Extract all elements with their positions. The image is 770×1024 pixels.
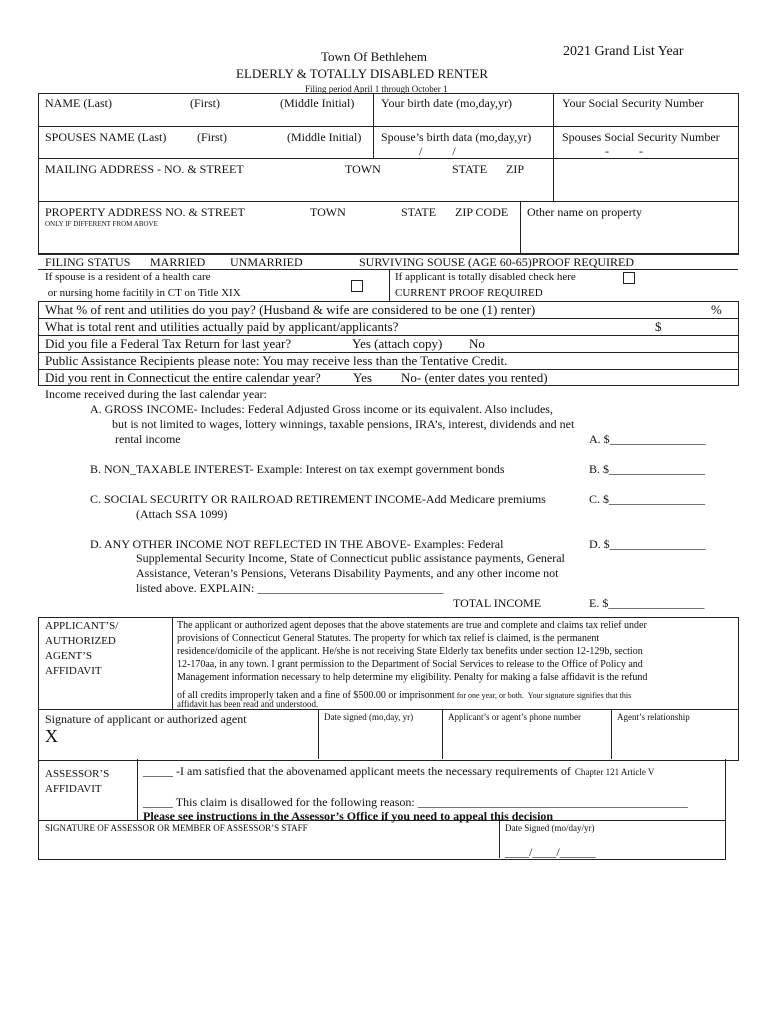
mailing-address-field[interactable]: MAILING ADDRESS - NO. & STREET: [45, 162, 244, 176]
affidavit-text-2: provisions of Connecticut General Statutes. The property for which tax relief is claimed, is the permanent: [177, 633, 600, 644]
income-b-text: B. NON_TAXABLE INTEREST- Example: Interest on tax exempt government bonds: [90, 462, 505, 476]
assessor-signature-field[interactable]: SIGNATURE OF ASSESSOR OR MEMBER OF ASSESSOR’S STAFF: [45, 823, 308, 833]
date-signed-field[interactable]: Date signed (mo,day, yr): [324, 712, 414, 722]
appeal-instructions: Please see instructions in the Assessor’s Office if you need to appeal this decision: [143, 809, 554, 823]
spouse-first-name-field[interactable]: (First): [197, 130, 227, 144]
income-a-line-3: rental income: [112, 432, 181, 446]
divider: [373, 93, 374, 158]
filing-status-unmarried[interactable]: UNMARRIED: [230, 255, 303, 269]
town-name: Town Of Bethlehem: [321, 49, 427, 64]
percent-rent-question: What % of rent and utilities do you pay? (Husband & wife are considered to be one (1) renter): [45, 302, 536, 317]
health-care-text-1: If spouse is a resident of a health care: [45, 271, 211, 283]
income-a-line-1: A. GROSS INCOME- Includes: Federal Adjusted Gross income or its equivalent. Also includes,: [90, 402, 553, 416]
other-name-on-property-field[interactable]: Other name on property: [527, 205, 642, 219]
total-income-label: TOTAL INCOME: [453, 596, 542, 610]
income-a-amount[interactable]: A. $________________: [589, 432, 706, 446]
percent-rent-input[interactable]: %: [711, 302, 722, 317]
divider: [38, 126, 738, 127]
income-b-amount[interactable]: B. $________________: [589, 462, 706, 476]
spouse-last-name-field[interactable]: SPOUSES NAME (Last): [45, 130, 167, 144]
divider: [172, 617, 173, 709]
applicant-birth-date-field[interactable]: Your birth date (mo,day,yr): [381, 96, 512, 110]
rent-ct-yes[interactable]: Yes: [353, 370, 372, 385]
income-a-line-2: but is not limited to wages, lottery winnings, taxable pensions, IRA’s, interest, dividends and net: [112, 417, 575, 431]
affidavit-text-3: residence/domicile of the applicant. He/she is not receiving State Elderly tax benefits under section 12-129b, section: [177, 646, 643, 657]
divider: [38, 253, 738, 254]
tax-return-no[interactable]: No: [469, 336, 485, 351]
mailing-town-field[interactable]: TOWN: [345, 162, 381, 176]
income-c-attach: (Attach SSA 1099): [136, 507, 228, 521]
income-intro: Income received during the last calendar year:: [45, 387, 267, 401]
affidavit-text-1: The applicant or authorized agent deposes that the above statements are true and complete and claims tax relief under: [177, 620, 647, 631]
total-rent-question: What is total rent and utilities actually paid by applicant/applicants?: [45, 319, 399, 334]
mailing-state-field[interactable]: STATE: [452, 162, 488, 176]
applicant-ssn-field[interactable]: Your Social Security Number: [562, 96, 704, 110]
property-zip-field[interactable]: ZIP CODE: [455, 205, 509, 219]
totally-disabled-checkbox[interactable]: [623, 272, 635, 284]
spouse-ssn-field[interactable]: Spouses Social Security Number: [562, 130, 720, 144]
applicant-last-name-field[interactable]: NAME (Last): [45, 96, 112, 110]
spouse-ssn-dashes: - -: [605, 144, 643, 158]
total-rent-input[interactable]: $: [655, 319, 662, 334]
current-proof-required: CURRENT PROOF REQUIRED: [395, 287, 543, 299]
income-d-line-3: Assistance, Veteran’s Pensions, Veterans Disability Payments, and any other income not: [136, 566, 559, 580]
income-d-line-2: Supplemental Security Income, State of Connecticut public assistance payments, General: [136, 551, 565, 565]
divider: [611, 709, 612, 759]
income-d-line-1: D. ANY OTHER INCOME NOT REFLECTED IN THE ABOVE- Examples: Federal: [90, 537, 504, 551]
divider: [442, 709, 443, 759]
affidavit-text-6a: of all credits improperly taken and a fine of $500.00 or imprisonment: [177, 690, 455, 701]
assessor-satisfied-line[interactable]: [143, 762, 654, 780]
affidavit-text-5: Management information necessary to help determine my eligibility. Penalty for making a false affidavit is the refund: [177, 672, 648, 683]
filing-status-married[interactable]: MARRIED: [150, 255, 206, 269]
totally-disabled-text: If applicant is totally disabled check here: [395, 271, 576, 283]
grand-list-year: 2021 Grand List Year: [563, 44, 684, 59]
property-state-field[interactable]: STATE: [401, 205, 437, 219]
form-title: ELDERLY & TOTALLY DISABLED RENTER: [236, 66, 489, 81]
divider: [38, 201, 738, 202]
divider: [389, 269, 390, 301]
health-care-text-2: or nursing home facitily in CT on Title XIX: [45, 287, 241, 299]
filing-period: Filing period April 1 through October 1: [305, 84, 448, 94]
divider: [499, 820, 500, 858]
assessor-satisfied: _____ -I am satisfied that the abovenamed applicant meets the necessary requirements of: [143, 764, 571, 778]
divider: [137, 759, 138, 820]
assessor-label-1: ASSESSOR’S: [45, 768, 110, 780]
rent-ct-question: Did you rent in Connecticut the entire calendar year?: [45, 370, 321, 385]
affidavit-label-2: AUTHORIZED: [45, 635, 116, 647]
applicant-middle-initial-field[interactable]: (Middle Initial): [280, 96, 355, 110]
spouse-birth-date-slashes: / /: [419, 144, 456, 158]
divider: [520, 201, 521, 253]
income-c-text: C. SOCIAL SECURITY OR RAILROAD RETIREMENT INCOME-Add Medicare premiums: [90, 492, 546, 506]
divider: [38, 269, 738, 270]
affidavit-text-7: affidavit has been read and understood.: [177, 699, 319, 709]
spouse-middle-initial-field[interactable]: (Middle Initial): [287, 130, 362, 144]
tax-return-yes[interactable]: Yes (attach copy): [352, 336, 443, 351]
income-d-amount[interactable]: D. $________________: [589, 537, 706, 551]
health-care-checkbox[interactable]: [351, 280, 363, 292]
assessor-chapter: Chapter 121 Article V: [574, 767, 655, 777]
divider: [318, 709, 319, 759]
assessor-disallowed-line[interactable]: _____ This claim is disallowed for the following reason: _____________________________________________: [143, 795, 688, 809]
divider: [38, 709, 738, 710]
affidavit-label-1: APPLICANT’S/: [45, 620, 119, 632]
affidavit-label-3: AGENT’S: [45, 650, 93, 662]
signature-label: Signature of applicant or authorized agent: [45, 712, 247, 726]
filing-status-surviving-spouse[interactable]: SURVIVING SOUSE (AGE 60-65)PROOF REQUIRED: [359, 255, 635, 269]
assessor-label-2: AFFIDAVIT: [45, 783, 102, 795]
divider: [553, 93, 554, 201]
assessor-date-field[interactable]: ____/____/______: [505, 845, 596, 859]
public-assistance-note: Public Assistance Recipients please note: You may receive less than the Tentative Credit.: [45, 353, 508, 368]
tax-return-question: Did you file a Federal Tax Return for last year?: [45, 336, 292, 351]
spouse-birth-date-field[interactable]: Spouse’s birth data (mo,day,yr): [381, 130, 532, 144]
income-e-amount[interactable]: E. $________________: [589, 596, 705, 610]
phone-number-field[interactable]: Applicant’s or agent’s phone number: [448, 712, 581, 722]
affidavit-label-4: AFFIDAVIT: [45, 665, 102, 677]
agent-relationship-field[interactable]: Agent’s relationship: [617, 712, 690, 722]
signature-field[interactable]: X: [45, 726, 58, 746]
income-c-amount[interactable]: C. $________________: [589, 492, 706, 506]
filing-status-label: FILING STATUS: [45, 255, 131, 269]
property-address-field[interactable]: PROPERTY ADDRESS NO. & STREET: [45, 205, 245, 219]
property-town-field[interactable]: TOWN: [310, 205, 346, 219]
income-d-explain[interactable]: listed above. EXPLAIN: _______________________________: [136, 581, 444, 595]
property-address-note: ONLY IF DIFFERENT FROM ABOVE: [45, 220, 158, 228]
rent-ct-no[interactable]: No- (enter dates you rented): [401, 370, 548, 385]
applicant-first-name-field[interactable]: (First): [190, 96, 220, 110]
assessor-date-signed-label: Date Signed (mo/day/yr): [505, 823, 595, 833]
affidavit-text-6b: for one year, or both. Your signature signifies that this: [454, 691, 632, 700]
mailing-zip-field[interactable]: ZIP: [506, 162, 524, 176]
affidavit-text-4: 12-170aa, in any town. I grant permission to the Department of Social Services to release to the Office of Policy and: [177, 659, 643, 670]
